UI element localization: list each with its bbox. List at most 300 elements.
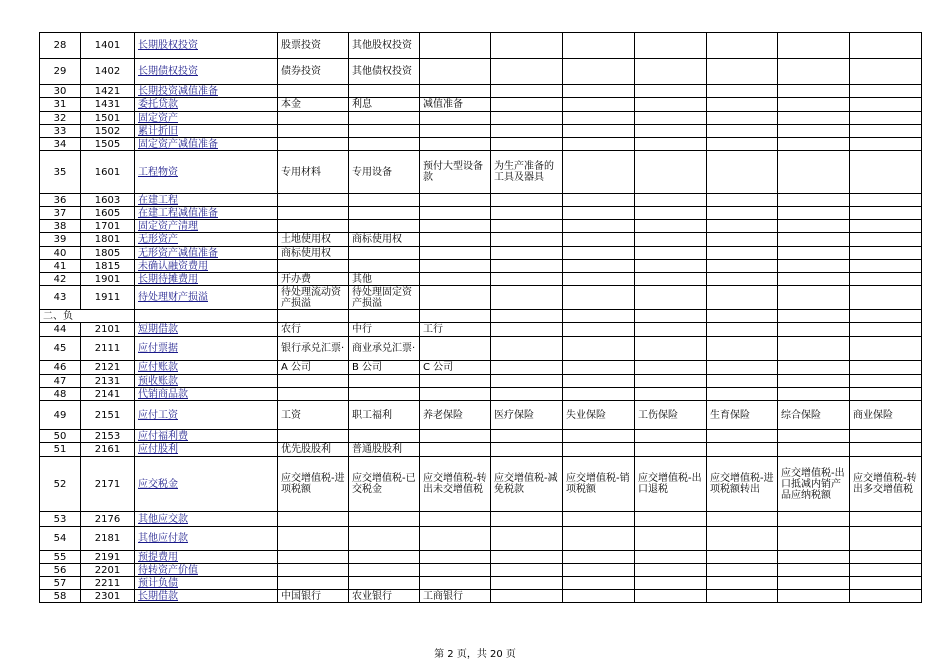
account-name-cell: 应付福利费 xyxy=(135,430,278,443)
sub-account-cell xyxy=(635,59,707,85)
row-number-cell: 35 xyxy=(40,151,81,194)
sub-account-cell xyxy=(707,207,778,220)
table-row xyxy=(40,430,922,443)
account-code-cell: 2176 xyxy=(81,512,135,527)
sub-account-cell xyxy=(349,125,420,138)
sub-account-cell xyxy=(420,337,491,361)
row-number-cell: 33 xyxy=(40,125,81,138)
sub-account-cell xyxy=(635,512,707,527)
sub-account-cell xyxy=(850,138,922,151)
sub-account-cell xyxy=(278,388,349,401)
sub-account-cell: 优先股股利 xyxy=(278,443,349,457)
sub-account-cell: 股票投资 xyxy=(278,33,349,59)
row-number-cell: 52 xyxy=(40,457,81,512)
sub-account-cell xyxy=(563,247,635,260)
sub-account-cell xyxy=(850,361,922,375)
sub-account-cell xyxy=(420,564,491,577)
sub-account-cell xyxy=(850,512,922,527)
account-code-cell: 1431 xyxy=(81,98,135,112)
sub-account-cell xyxy=(850,151,922,194)
sub-account-cell xyxy=(491,85,563,98)
sub-account-cell xyxy=(707,151,778,194)
table-row xyxy=(40,125,922,138)
account-code-cell: 1421 xyxy=(81,85,135,98)
sub-account-cell xyxy=(778,85,850,98)
sub-account-cell xyxy=(850,260,922,273)
sub-account-cell xyxy=(491,125,563,138)
sub-account-cell xyxy=(850,286,922,310)
sub-account-cell xyxy=(707,273,778,286)
sub-account-cell xyxy=(707,138,778,151)
section-pad xyxy=(135,310,278,323)
account-name-cell: 固定资产减值准备 xyxy=(135,138,278,151)
sub-account-cell xyxy=(707,527,778,551)
row-number-cell: 37 xyxy=(40,207,81,220)
row-number-cell: 51 xyxy=(40,443,81,457)
table-row xyxy=(40,59,922,85)
account-code-cell: 2161 xyxy=(81,443,135,457)
sub-account-cell xyxy=(778,33,850,59)
account-code-cell: 1402 xyxy=(81,59,135,85)
sub-account-cell xyxy=(563,220,635,233)
account-code-cell: 2153 xyxy=(81,430,135,443)
sub-account-cell xyxy=(635,33,707,59)
sub-account-cell xyxy=(707,551,778,564)
sub-account-cell xyxy=(707,337,778,361)
sub-account-cell xyxy=(278,85,349,98)
table-row xyxy=(40,220,922,233)
sub-account-cell xyxy=(707,590,778,603)
sub-account-cell xyxy=(420,388,491,401)
sub-account-cell xyxy=(278,138,349,151)
row-number-cell: 56 xyxy=(40,564,81,577)
account-code-cell: 1901 xyxy=(81,273,135,286)
row-number-cell: 53 xyxy=(40,512,81,527)
sub-account-cell xyxy=(850,59,922,85)
sub-account-cell xyxy=(491,112,563,125)
sub-account-cell: 商标使用权 xyxy=(349,233,420,247)
account-name-cell: 其他应交款 xyxy=(135,512,278,527)
sub-account-cell xyxy=(420,233,491,247)
row-number-cell: 31 xyxy=(40,98,81,112)
row-number-cell: 29 xyxy=(40,59,81,85)
account-name-cell: 在建工程减值准备 xyxy=(135,207,278,220)
account-code-cell: 1805 xyxy=(81,247,135,260)
sub-account-cell xyxy=(420,33,491,59)
page-footer: 第 2 页，共 20 页 xyxy=(434,649,516,660)
sub-account-cell xyxy=(778,430,850,443)
sub-account-cell xyxy=(707,443,778,457)
sub-account-cell xyxy=(635,247,707,260)
sub-account-cell: 工伤保险 xyxy=(635,401,707,430)
sub-account-cell xyxy=(850,443,922,457)
sub-account-cell xyxy=(707,512,778,527)
sub-account-cell: 医疗保险 xyxy=(491,401,563,430)
sub-account-cell xyxy=(491,323,563,337)
sub-account-cell xyxy=(635,138,707,151)
row-number-cell: 41 xyxy=(40,260,81,273)
sub-account-cell xyxy=(349,512,420,527)
sub-account-cell xyxy=(420,512,491,527)
sub-account-cell xyxy=(349,527,420,551)
table-row xyxy=(40,590,922,603)
sub-account-cell xyxy=(707,112,778,125)
sub-account-cell xyxy=(278,207,349,220)
sub-account-cell xyxy=(635,375,707,388)
sub-account-cell xyxy=(349,551,420,564)
table-row xyxy=(40,273,922,286)
sub-account-cell xyxy=(420,286,491,310)
table-row xyxy=(40,375,922,388)
sub-account-cell xyxy=(491,247,563,260)
sub-account-cell xyxy=(778,260,850,273)
sub-account-cell xyxy=(349,430,420,443)
sub-account-cell xyxy=(491,388,563,401)
sub-account-cell xyxy=(278,512,349,527)
sub-account-cell xyxy=(778,151,850,194)
table-body xyxy=(40,33,922,603)
sub-account-cell xyxy=(635,430,707,443)
sub-account-cell xyxy=(707,323,778,337)
sub-account-cell xyxy=(491,337,563,361)
table-row xyxy=(40,233,922,247)
sub-account-cell xyxy=(778,207,850,220)
empty-cell xyxy=(491,310,563,323)
sub-account-cell xyxy=(349,564,420,577)
sub-account-cell xyxy=(563,361,635,375)
sub-account-cell xyxy=(850,337,922,361)
sub-account-cell xyxy=(349,194,420,207)
sub-account-cell: A 公司 xyxy=(278,361,349,375)
sub-account-cell xyxy=(707,33,778,59)
table-row xyxy=(40,551,922,564)
account-name-cell: 其他应付款 xyxy=(135,527,278,551)
sub-account-cell xyxy=(778,443,850,457)
row-number-cell: 55 xyxy=(40,551,81,564)
sub-account-cell xyxy=(491,361,563,375)
sub-account-cell xyxy=(563,577,635,590)
sub-account-cell xyxy=(635,337,707,361)
sub-account-cell xyxy=(278,375,349,388)
sub-account-cell: 生育保险 xyxy=(707,401,778,430)
sub-account-cell xyxy=(420,443,491,457)
sub-account-cell: 开办费 xyxy=(278,273,349,286)
sub-account-cell xyxy=(563,85,635,98)
sub-account-cell xyxy=(491,207,563,220)
row-number-cell: 48 xyxy=(40,388,81,401)
section-row xyxy=(40,310,922,323)
sub-account-cell xyxy=(563,273,635,286)
sub-account-cell xyxy=(778,527,850,551)
sub-account-cell xyxy=(635,323,707,337)
sub-account-cell: 其他股权投资 xyxy=(349,33,420,59)
row-number-cell: 40 xyxy=(40,247,81,260)
sub-account-cell xyxy=(635,564,707,577)
sub-account-cell xyxy=(491,260,563,273)
sub-account-cell xyxy=(850,207,922,220)
account-name-cell: 长期债权投资 xyxy=(135,59,278,85)
sub-account-cell xyxy=(420,85,491,98)
table-row xyxy=(40,260,922,273)
sub-account-cell xyxy=(850,33,922,59)
sub-account-cell xyxy=(563,512,635,527)
sub-account-cell xyxy=(563,388,635,401)
sub-account-cell xyxy=(420,577,491,590)
account-code-cell: 1505 xyxy=(81,138,135,151)
account-name-cell: 固定资产 xyxy=(135,112,278,125)
sub-account-cell: 土地使用权 xyxy=(278,233,349,247)
account-name-cell: 长期待摊费用 xyxy=(135,273,278,286)
account-name-cell: 长期股权投资 xyxy=(135,33,278,59)
section-label: 二、负 xyxy=(40,310,135,323)
sub-account-cell: 应交增值税-销项税额 xyxy=(563,457,635,512)
account-code-cell: 1701 xyxy=(81,220,135,233)
sub-account-cell xyxy=(563,551,635,564)
sub-account-cell xyxy=(850,125,922,138)
account-code-cell: 1502 xyxy=(81,125,135,138)
sub-account-cell xyxy=(778,375,850,388)
sub-account-cell xyxy=(850,577,922,590)
sub-account-cell xyxy=(635,443,707,457)
sub-account-cell: 本金 xyxy=(278,98,349,112)
sub-account-cell xyxy=(420,112,491,125)
sub-account-cell xyxy=(778,323,850,337)
sub-account-cell: 应交增值税-进项税额 xyxy=(278,457,349,512)
sub-account-cell xyxy=(278,430,349,443)
row-number-cell: 57 xyxy=(40,577,81,590)
sub-account-cell xyxy=(707,233,778,247)
sub-account-cell xyxy=(850,273,922,286)
empty-cell xyxy=(635,310,707,323)
account-code-cell: 2301 xyxy=(81,590,135,603)
sub-account-cell xyxy=(707,220,778,233)
table-row xyxy=(40,564,922,577)
sub-account-cell xyxy=(349,577,420,590)
sub-account-cell: B 公司 xyxy=(349,361,420,375)
account-name-cell: 固定资产清理 xyxy=(135,220,278,233)
table-row xyxy=(40,194,922,207)
table-row xyxy=(40,443,922,457)
account-code-cell: 2121 xyxy=(81,361,135,375)
sub-account-cell xyxy=(635,233,707,247)
sub-account-cell xyxy=(635,551,707,564)
account-name-cell: 委托贷款 xyxy=(135,98,278,112)
table-row xyxy=(40,457,922,512)
sub-account-cell xyxy=(707,85,778,98)
table-row xyxy=(40,577,922,590)
sub-account-cell xyxy=(850,233,922,247)
sub-account-cell xyxy=(563,375,635,388)
sub-account-cell xyxy=(420,125,491,138)
row-number-cell: 50 xyxy=(40,430,81,443)
sub-account-cell: 失业保险 xyxy=(563,401,635,430)
sub-account-cell xyxy=(778,286,850,310)
empty-cell xyxy=(563,310,635,323)
account-name-cell: 未确认融资费用 xyxy=(135,260,278,273)
sub-account-cell: 应交增值税-出口退税 xyxy=(635,457,707,512)
row-number-cell: 45 xyxy=(40,337,81,361)
sub-account-cell xyxy=(349,112,420,125)
table-row xyxy=(40,112,922,125)
account-code-cell: 2171 xyxy=(81,457,135,512)
sub-account-cell xyxy=(778,361,850,375)
sub-account-cell: 农业银行 xyxy=(349,590,420,603)
sub-account-cell xyxy=(778,59,850,85)
sub-account-cell xyxy=(635,286,707,310)
sub-account-cell xyxy=(563,138,635,151)
sub-account-cell xyxy=(420,273,491,286)
sub-account-cell: 专用材料 xyxy=(278,151,349,194)
account-code-cell: 2101 xyxy=(81,323,135,337)
sub-account-cell: 普通股股利 xyxy=(349,443,420,457)
sub-account-cell xyxy=(850,85,922,98)
sub-account-cell xyxy=(349,375,420,388)
account-name-cell: 长期借款 xyxy=(135,590,278,603)
sub-account-cell xyxy=(491,512,563,527)
sub-account-cell xyxy=(278,112,349,125)
account-code-cell: 1401 xyxy=(81,33,135,59)
sub-account-cell xyxy=(420,220,491,233)
sub-account-cell: 商业保险 xyxy=(850,401,922,430)
row-number-cell: 47 xyxy=(40,375,81,388)
sub-account-cell xyxy=(563,443,635,457)
table-row xyxy=(40,401,922,430)
sub-account-cell: 职工福利 xyxy=(349,401,420,430)
sub-account-cell xyxy=(635,112,707,125)
sub-account-cell xyxy=(707,375,778,388)
account-code-cell: 2181 xyxy=(81,527,135,551)
sub-account-cell xyxy=(563,194,635,207)
sub-account-cell xyxy=(278,577,349,590)
sub-account-cell xyxy=(278,125,349,138)
sub-account-cell: 农行 xyxy=(278,323,349,337)
sub-account-cell xyxy=(349,220,420,233)
sub-account-cell: 应交增值税-转出未交增值税 xyxy=(420,457,491,512)
account-name-cell: 累计折旧 xyxy=(135,125,278,138)
sub-account-cell xyxy=(635,151,707,194)
sub-account-cell xyxy=(635,273,707,286)
account-name-cell: 应付账款 xyxy=(135,361,278,375)
sub-account-cell: 中国银行 xyxy=(278,590,349,603)
account-name-cell: 代销商品款 xyxy=(135,388,278,401)
sub-account-cell xyxy=(850,375,922,388)
sub-account-cell xyxy=(778,512,850,527)
sub-account-cell xyxy=(850,590,922,603)
sub-account-cell xyxy=(635,194,707,207)
sub-account-cell: 债券投资 xyxy=(278,59,349,85)
sub-account-cell xyxy=(778,194,850,207)
account-name-cell: 应付工资 xyxy=(135,401,278,430)
sub-account-cell xyxy=(491,138,563,151)
sub-account-cell xyxy=(778,388,850,401)
empty-cell xyxy=(850,310,922,323)
sub-account-cell: 专用设备 xyxy=(349,151,420,194)
sub-account-cell xyxy=(491,194,563,207)
sub-account-cell xyxy=(635,125,707,138)
account-code-cell: 2111 xyxy=(81,337,135,361)
table-row xyxy=(40,512,922,527)
sub-account-cell xyxy=(707,247,778,260)
sub-account-cell xyxy=(563,207,635,220)
sub-account-cell xyxy=(635,527,707,551)
sub-account-cell xyxy=(563,590,635,603)
account-code-cell: 1601 xyxy=(81,151,135,194)
account-code-cell: 2131 xyxy=(81,375,135,388)
sub-account-cell xyxy=(635,260,707,273)
sub-account-cell xyxy=(491,430,563,443)
sub-account-cell xyxy=(420,247,491,260)
account-name-cell: 无形资产 xyxy=(135,233,278,247)
table-row xyxy=(40,337,922,361)
sub-account-cell xyxy=(563,112,635,125)
sub-account-cell xyxy=(778,564,850,577)
row-number-cell: 38 xyxy=(40,220,81,233)
sub-account-cell xyxy=(850,430,922,443)
sub-account-cell xyxy=(850,220,922,233)
table-row xyxy=(40,361,922,375)
sub-account-cell xyxy=(491,443,563,457)
sub-account-cell xyxy=(778,233,850,247)
sub-account-cell xyxy=(491,577,563,590)
sub-account-cell: 综合保险 xyxy=(778,401,850,430)
empty-cell xyxy=(707,310,778,323)
sub-account-cell: 工资 xyxy=(278,401,349,430)
row-number-cell: 36 xyxy=(40,194,81,207)
sub-account-cell xyxy=(420,551,491,564)
sub-account-cell xyxy=(850,388,922,401)
sub-account-cell xyxy=(563,337,635,361)
empty-cell xyxy=(349,310,420,323)
table-row xyxy=(40,247,922,260)
sub-account-cell xyxy=(707,194,778,207)
row-number-cell: 58 xyxy=(40,590,81,603)
sub-account-cell xyxy=(707,564,778,577)
table-row xyxy=(40,85,922,98)
account-name-cell: 在建工程 xyxy=(135,194,278,207)
account-name-cell: 短期借款 xyxy=(135,323,278,337)
sub-account-cell xyxy=(635,98,707,112)
sub-account-cell xyxy=(278,551,349,564)
sub-account-cell xyxy=(491,551,563,564)
row-number-cell: 46 xyxy=(40,361,81,375)
sub-account-cell xyxy=(491,233,563,247)
sub-account-cell: 商标使用权 xyxy=(278,247,349,260)
sub-account-cell xyxy=(778,577,850,590)
sub-account-cell xyxy=(778,220,850,233)
sub-account-cell xyxy=(491,33,563,59)
sub-account-cell xyxy=(850,247,922,260)
sub-account-cell xyxy=(491,375,563,388)
empty-cell xyxy=(420,310,491,323)
empty-cell xyxy=(278,310,349,323)
sub-account-cell xyxy=(707,388,778,401)
sub-account-cell xyxy=(707,361,778,375)
sub-account-cell xyxy=(349,85,420,98)
account-name-cell: 工程物资 xyxy=(135,151,278,194)
account-code-cell: 1815 xyxy=(81,260,135,273)
sub-account-cell: 应交增值税-进项税额转出 xyxy=(707,457,778,512)
table-row xyxy=(40,138,922,151)
account-code-cell: 1605 xyxy=(81,207,135,220)
sub-account-cell xyxy=(563,564,635,577)
sub-account-cell xyxy=(635,590,707,603)
sub-account-cell xyxy=(778,98,850,112)
sub-account-cell xyxy=(278,527,349,551)
table-row xyxy=(40,286,922,310)
sub-account-cell xyxy=(850,112,922,125)
account-name-cell: 应付票据 xyxy=(135,337,278,361)
sub-account-cell xyxy=(278,220,349,233)
